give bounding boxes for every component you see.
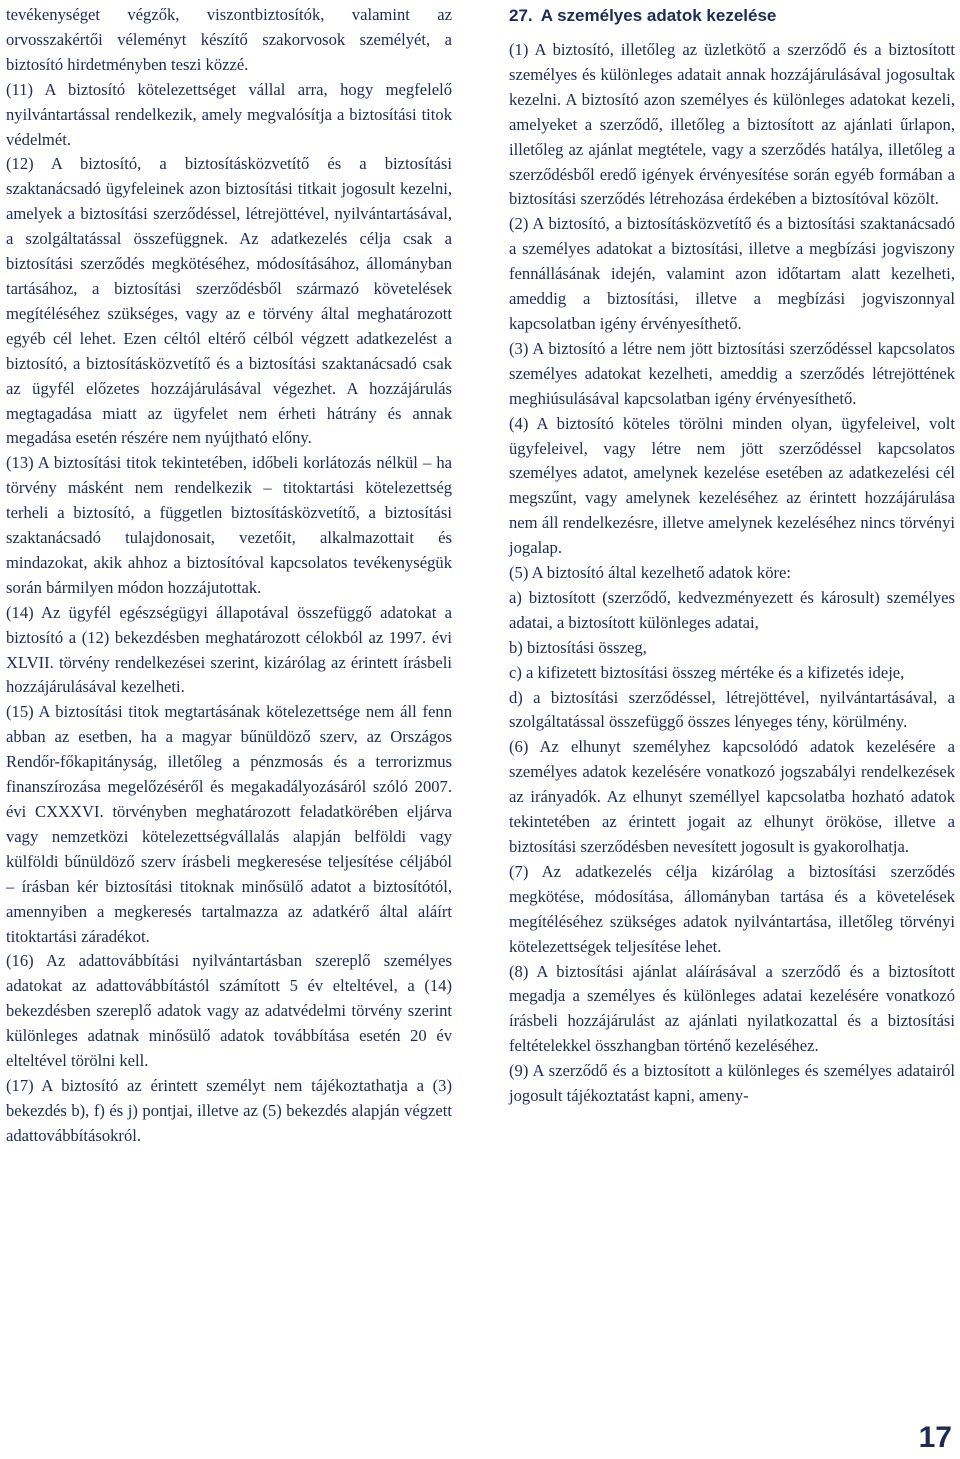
left-column — [6, 3, 452, 1149]
paragraph-1: (1) A biztosító, illetőleg az üzletkötő a szerződő és a biztosított személyes és különleges adatait annak hozzájárulásával jogosultak kezelni. A biztosító azon személyes és különleges adatokat kezeli, amelyeket a szerződő, illetőleg a biztosított az ajánlati űrlapon, illetőleg az ajánlat megtétele, vagy a szerződés hatálya, illetőleg a szerződésből eredő igények érvényesítése során egyéb formában a biztosítási szerződés létrehozása érdekében a biztosítóval közölt. — [509, 40, 955, 209]
list-item-c: c) a kifizetett biztosítási összeg mértéke és a kifizetés ideje, — [509, 662, 905, 682]
paragraph-2: (2) A biztosító, a biztosításközvetítő és a biztosítási szaktanácsadó a személyes adatokat a biztosítási, illetve a megbízási jogviszony fennállásának idején, valamint azon időtartam alatt kezelheti, ameddig a biztosítási, illetve a megbízási jogviszonnyal kapcsolatban igény érvényesíthető. — [509, 214, 955, 333]
list-item-b: b) biztosítási összeg, — [509, 637, 647, 657]
paragraph-continuation: tevékenységet végzők, viszontbiztosítók, valamint az orvosszakértői véleményt készítő szakorvosok személyét, a biztosító hirdetményben teszi közzé. — [6, 5, 452, 74]
section-heading — [509, 3, 955, 28]
paragraph-5: (5) A biztosító által kezelhető adatok köre: — [509, 563, 792, 583]
paragraph-7: (7) Az adatkezelés célja kizárólag a biztosítási szerződés megkötése, módosítása, állományban tartása és a követelések megítéléséhez szükséges adatok nyilvántartása, illetőleg törvényi kötelezettségek teljesítése lehet. — [509, 861, 955, 956]
paragraph-6: (6) Az elhunyt személyhez kapcsolódó adatok kezelésére a személyes adatok kezelésére vonatkozó jogszabályi rendelkezések az irányadók. Az elhunyt személlyel kapcsolatba hozható adatok tekintetében az érintett jogait az elhunyt örököse, illetve a biztosítási szerződésben nevesített jogosult is gyakorolhatja. — [509, 737, 955, 856]
list-item-d: d) a biztosítási szerződéssel, létrejöttével, nyilvántartásával, a szolgáltatással összefüggő összes lényeges tény, körülmény. — [509, 687, 955, 732]
paragraph-17: (17) A biztosító az érintett személyt nem tájékoztathatja a (3) bekezdés b), f) és j) pontjai, illetve az (5) bekezdés alapján végzett adattovábbításokról. — [6, 1075, 452, 1145]
paragraph-16: (16) Az adattovábbítási nyilvántartásban szereplő személyes adatokat az adattovábbítástól számított 5 év elteltével, a (14) bekezdésben szereplő adatok vagy az adatvédelmi törvény szerint különleges adatnak minősülő adatok továbbítása esetén 20 év elteltével törölni kell. — [6, 951, 452, 1071]
page-number: 17 — [918, 1421, 952, 1454]
section-number: 27. — [509, 6, 533, 25]
paragraph-8: (8) A biztosítási ajánlat aláírásával a szerződő és a biztosított megadja a személyes és különleges adatai kezelésére vonatkozó írásbeli hozzájárulást az ajánlati nyilatkozattal és a biztosítási feltételekkel összhangban történő kezeléséhez. — [509, 961, 955, 1056]
paragraph-9: (9) A szerződő és a biztosított a különleges és személyes adatairól jogosult tájékoztatást kapni, ameny- — [509, 1061, 955, 1106]
paragraph-13: (13) A biztosítási titok tekintetében, időbeli korlátozás nélkül – ha törvény másként nem rendelkezik – titoktartási kötelezettség terheli a biztosító, a független biztosításközvetítő, a biztosítási szaktanácsadó tulajdonosait, vezetőit, alkalmazottait és mindazokat, akik ahhoz a biztosítóval kapcsolatos tevékenységük során bármilyen módon hozzájutottak. — [6, 453, 452, 597]
paragraph-3: (3) A biztosító a létre nem jött biztosítási szerződéssel kapcsolatos személyes adatokat kezelheti, ameddig a szerződés létrejöttének meghiúsulásával kapcsolatban igény érvényesíthető. — [509, 338, 955, 408]
right-column — [509, 3, 955, 1109]
paragraph-15: (15) A biztosítási titok megtartásának kötelezettsége nem áll fenn abban az esetben, ha a magyar bűnüldöző szerv, az Országos Rendőr-főkapitányság, illetőleg a pénzmosás és a terrorizmus finanszírozása megelőzéséről és megakadályozásáról szóló 2007. évi CXXXVI. törvényben meghatározott feladatkörében eljárva vagy nemzetközi kötelezettségvállalás alapján belföldi vagy külföldi bűnüldöző szerv írásbeli megkeresése teljesítése céljából – írásban kér biztosítási titoknak minősülő adatot a biztosítótól, amennyiben a megkeresés tartalmazza az adatkérő által aláírt titoktartási záradékot. — [6, 702, 452, 946]
section-title: A személyes adatok kezelése — [540, 6, 777, 25]
paragraph-14: (14) Az ügyfél egészségügyi állapotával összefüggő adatokat a biztosító a (12) bekezdésben meghatározott célokból az 1997. évi XLVII. törvény rendelkezései szerint, kizárólag az érintett írásbeli hozzájárulásával kezelheti. — [6, 602, 452, 697]
paragraph-12: (12) A biztosító, a biztosításközvetítő és a biztosítási szaktanácsadó ügyfeleinek azon biztosítási titkait jogosult kezelni, amelyek a biztosítási szerződéssel, létrejöttével, nyilvántartásával, a szolgáltatással összefüggnek. Az adatkezelés célja csak a biztosítási szerződés megkötéséhez, módosításához, állományban tartásához, a biztosítási szerződésből származó követelések megítéléséhez szükséges, vagy az e törvény által meghatározott egyéb cél lehet. Ezen céltól eltérő célból végzett adatkezelést a biztosító, a biztosításközvetítő és a biztosítási szaktanácsadó csak az ügyfél előzetes hozzájárulásával végezhet. A hozzájárulás megtagadása miatt az ügyfelet nem érheti hátrány és annak megadása esetén részére nem nyújtható előny. — [6, 154, 452, 448]
list-item-a: a) biztosított (szerződő, kedvezményezett és károsult) személyes adatai, a biztosított különleges adatai, — [509, 587, 955, 632]
paragraph-4: (4) A biztosító köteles törölni minden olyan, ügyfeleivel, volt ügyfeleivel, vagy létre nem jött szerződéssel kapcsolatos személyes adatot, amelynek kezelése esetében az adatkezelési cél megszűnt, vagy amelynek kezeléséhez az érintett hozzájárulása nem áll rendelkezésre, illetve amelynek kezeléséhez nincs törvényi jogalap. — [509, 413, 955, 558]
paragraph-11: (11) A biztosító kötelezettséget vállal arra, hogy megfelelő nyilvántartással rendelkezik, amely megvalósítja a biztosítási titok védelmét. — [6, 79, 452, 149]
